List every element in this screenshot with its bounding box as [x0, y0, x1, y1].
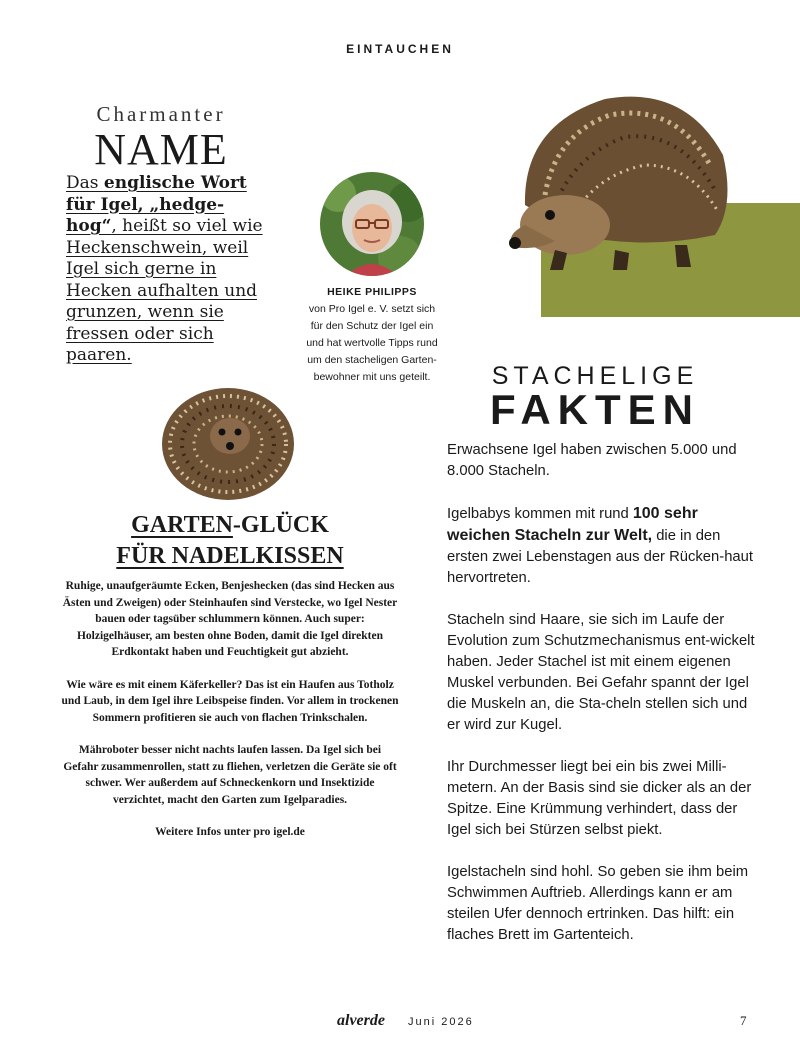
page-number: 7 [740, 1013, 747, 1028]
footer-date: Juni 2026 [408, 1016, 474, 1028]
fact-paragraph-5: Igelstacheln sind hohl. So geben sie ihm beim Schwimmen Auftrieb. Allerdings kann er am steilen Ufer dennoch ertrinken. Das hilft: ein flaches Brett im Gartenteich. [447, 864, 749, 943]
footer-brand-logo: alverde [337, 1012, 385, 1029]
facts-title: FAKTEN [490, 386, 700, 433]
expert-description: von Pro Igel e. V. setzt sich für den Schutz der Igel ein und hat wertvolle Tipps rund um den stacheligen Garten-bewohner mit uns geteilt. [306, 303, 438, 383]
facts-body [447, 440, 757, 967]
fact-paragraph-3: Stacheln sind Haare, sie sich im Laufe der Evolution zum Schutzmechanismus ent-wickelt haben. Jeder Stachel ist mit einem eigenen Muskel verbunden. Bei Gefahr spannt der Igel die Muskeln an, die Sta-cheln stellen sich und er wird zur Kugel. [447, 612, 755, 733]
garden-title-line-2: FÜR NADELKISSEN [116, 543, 344, 569]
garden-title-underlined: GARTEN [131, 512, 233, 538]
name-kicker: Charmanter [96, 102, 226, 126]
garden-title [60, 510, 400, 572]
hedgehog-ball-image [158, 378, 298, 503]
name-intro-post: , heißt so viel wie Heckenschwein, weil Igel sich gerne in Hecken aufhalten und grunzen, wenn sie fressen oder sich paaren. [66, 216, 263, 365]
garden-paragraph-3: Mähroboter besser nicht nachts laufen lassen. Da Igel sich bei Gefahr zusammenrollen, statt zu fliehen, verletzen die Geräte sie oft schwer. Wer außerdem auf Schneckenkorn und Insektizide verzichtet, macht den Garten zum Igelparadies. [63, 744, 397, 806]
garden-title-line-1 [60, 510, 400, 541]
fact-paragraph-1: Erwachsene Igel haben zwischen 5.000 und 8.000 Stacheln. [447, 442, 737, 479]
hedgehog-standing-image [495, 85, 735, 280]
fact-2-pre: Igelbabys kommen mit rund [447, 506, 633, 522]
hedgehog-photo [495, 85, 735, 280]
expert-name: HEIKE PHILIPPS [327, 286, 417, 298]
name-intro-pre: Das [66, 173, 104, 193]
fact-2-post: die in den ersten zwei Lebenstagen aus der Rücken-haut hervortreten. [447, 528, 753, 586]
name-intro-bold: englische Wort für Igel, „hedge-hog“ [66, 173, 247, 236]
hedgehog-ball-photo [158, 378, 298, 503]
name-intro-text [66, 173, 266, 367]
garden-more-info: Weitere Infos unter pro igel.de [155, 826, 305, 838]
expert-caption [304, 284, 440, 386]
fact-paragraph-2 [447, 503, 757, 589]
fact-paragraph-4: Ihr Durchmesser liegt bei ein bis zwei Milli-metern. An der Basis sind sie dicker als an der Spitze. Eine Krümmung verhindert, dass der Igel sich bei Stürzen selbst piekt. [447, 759, 752, 838]
expert-portrait [320, 172, 424, 276]
garden-body [60, 578, 400, 857]
name-title: NAME [94, 125, 228, 174]
facts-kicker: STACHELIGE [491, 362, 699, 390]
portrait-image [320, 172, 424, 276]
garden-paragraph-2: Wie wäre es mit einem Käferkeller? Das ist ein Haufen aus Totholz und Laub, in dem Igel ihre Leibspeise finden. Vor allem in trockenen Sommern profitieren sie auch von flachen Trinkschalen. [61, 678, 399, 724]
fact-2-highlight: 100 sehr weichen Stacheln zur Welt, [447, 505, 698, 544]
garden-paragraph-1: Ruhige, unaufgeräumte Ecken, Benjeshecken (das sind Hecken aus Ästen und Zweigen) oder Steinhaufen sind Verstecke, wo Igel Nester bauen oder tagsüber schlummern können. Auch super: Holzigelhäuser, am besten ohne Boden, damit die Igel direkten Erdkontakt haben und Feuchtigkeit gut abzieht. [62, 580, 398, 658]
section-label: EINTAUCHEN [346, 42, 454, 56]
garden-title-rest: -GLÜCK [232, 512, 329, 538]
